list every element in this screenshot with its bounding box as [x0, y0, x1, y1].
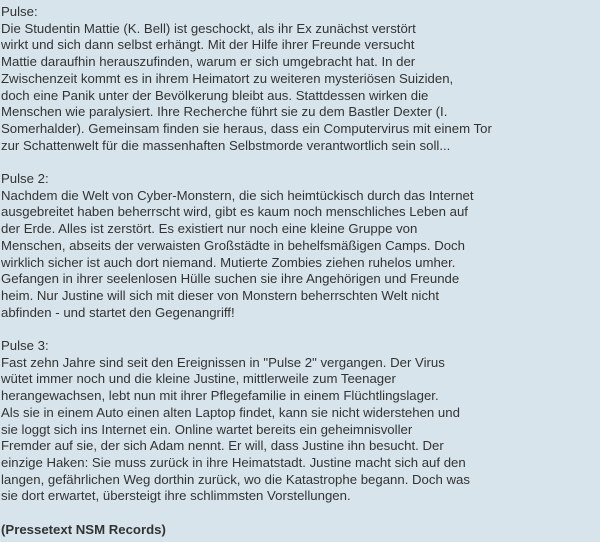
text-line: doch eine Panik unter der Bevölkerung bleibt aus. Stattdessen wirken die	[1, 87, 429, 103]
text-line: Die Studentin Mattie (K. Bell) ist geschockt, als ihr Ex zunächst verstört	[1, 20, 416, 36]
text-line: herangewachsen, lebt nun mit ihrer Pflegefamilie in einem Flüchtlingslager.	[1, 388, 439, 404]
text-line: sie loggt sich ins Internet ein. Online wartet bereits ein geheimnisvoller	[1, 421, 413, 437]
text-line: einzige Haken: Sie muss zurück in ihre Heimatstadt. Justine macht sich auf den	[1, 454, 466, 470]
text-line: Zwischenzeit kommt es in ihrem Heimatort zu weiteren mysteriösen Suiziden,	[1, 70, 454, 86]
section-body	[1, 355, 599, 505]
text-line: Als sie in einem Auto einen alten Laptop findet, kann sie nicht widerstehen und	[1, 404, 460, 420]
text-line: wütet immer noch und die kleine Justine, mittlerweile zum Teenager	[1, 371, 396, 387]
text-line: Menschen wie paralysiert. Ihre Recherche führt sie zu dem Bastler Dexter (I.	[1, 104, 448, 120]
text-line: Fremder auf sie, der sich Adam nennt. Er will, dass Justine ihn besucht. Der	[1, 438, 444, 454]
text-line: abfinden - und startet den Gegenangriff!	[1, 304, 235, 320]
text-line: wirkt und sich dann selbst erhängt. Mit der Hilfe ihrer Freunde versucht	[1, 37, 415, 53]
section-heading: Pulse 3:	[1, 338, 49, 354]
text-line: der Erde. Alles ist zerstört. Es existiert nur noch eine kleine Gruppe von	[1, 221, 418, 237]
section-pulse-3	[1, 338, 599, 505]
text-line: Mattie daraufhin herauszufinden, warum er sich umgebracht hat. In der	[1, 54, 416, 70]
press-credit: (Pressetext NSM Records)	[1, 521, 166, 537]
text-line: Somerhalder). Gemeinsam finden sie heraus, dass ein Computervirus mit einem Tor	[1, 120, 492, 136]
text-line: wirklich sicher ist auch dort niemand. Mutierte Zombies ziehen ruhelos umher.	[1, 254, 456, 270]
section-pulse-1	[1, 4, 599, 154]
text-line: Fast zehn Jahre sind seit den Ereignissen in "Pulse 2" vergangen. Der Virus	[1, 354, 445, 370]
section-pulse-2	[1, 171, 599, 321]
section-heading: Pulse:	[1, 4, 38, 19]
text-line: Gefangen in ihrer seelenlosen Hülle suchen sie ihre Angehörigen und Freunde	[1, 271, 460, 287]
text-line: zur Schattenwelt für die massenhaften Selbstmorde verantwortlich sein soll...	[1, 137, 451, 153]
section-body	[1, 188, 599, 322]
section-heading: Pulse 2:	[1, 171, 49, 187]
text-line: Menschen, abseits der verwaisten Großstädte in behelfsmäßigen Camps. Doch	[1, 237, 465, 253]
text-line: heim. Nur Justine will sich mit dieser von Monstern beherrschten Welt nicht	[1, 287, 440, 303]
text-line: langen, gefährlichen Weg dorthin zurück, wo die Katastrophe begann. Doch was	[1, 471, 470, 487]
text-line: ausgebreitet haben beherrscht wird, gibt es kaum noch menschliches Leben auf	[1, 204, 468, 220]
text-line: sie dort erwartet, übersteigt ihre schlimmsten Vorstellungen.	[1, 488, 351, 504]
section-body	[1, 21, 599, 155]
text-line: Nachdem die Welt von Cyber-Monstern, die sich heimtückisch durch das Internet	[1, 187, 474, 203]
